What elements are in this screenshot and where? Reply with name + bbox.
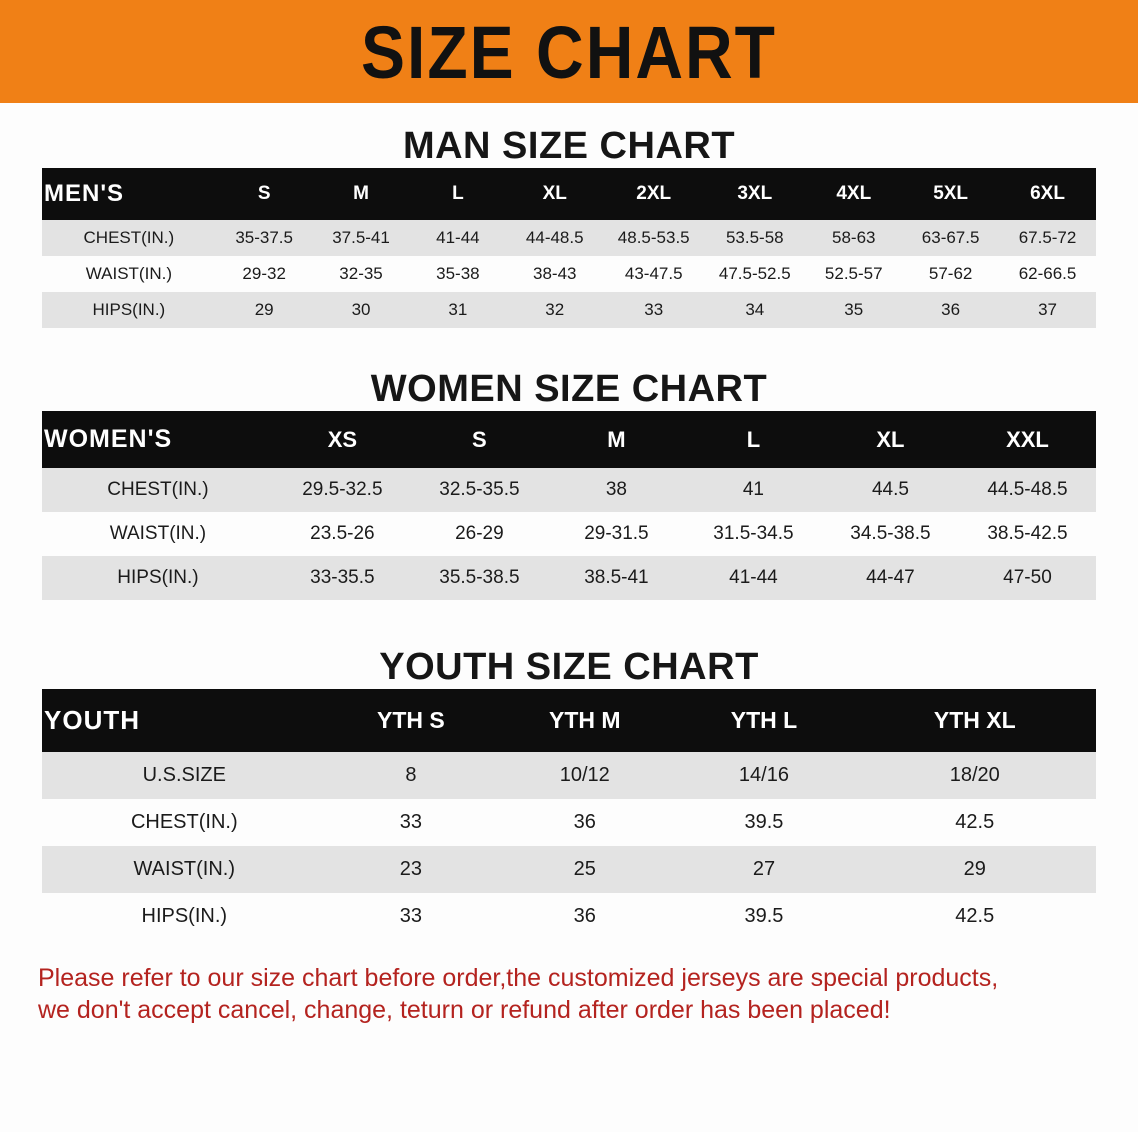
row-label-chest: CHEST(IN.)	[42, 220, 216, 256]
table-row	[42, 799, 1096, 846]
table-header-row	[42, 168, 1096, 220]
cell: 44-48.5	[506, 220, 603, 256]
women-table-wrap	[0, 411, 1138, 600]
row-label-waist: WAIST(IN.)	[42, 846, 327, 893]
cell: 47-50	[959, 556, 1096, 600]
col-header-womens: WOMEN'S	[42, 411, 274, 468]
cell: 44.5-48.5	[959, 468, 1096, 512]
cell: 41-44	[409, 220, 506, 256]
cell: 29	[854, 846, 1096, 893]
cell: 23	[327, 846, 496, 893]
table-row	[42, 512, 1096, 556]
cell: 29	[216, 292, 313, 328]
cell: 30	[313, 292, 410, 328]
col-header-6xl: 6XL	[999, 168, 1096, 220]
cell: 63-67.5	[902, 220, 999, 256]
cell: 39.5	[674, 893, 853, 940]
table-header-row	[42, 689, 1096, 752]
col-header-xl: XL	[506, 168, 603, 220]
cell: 29.5-32.5	[274, 468, 411, 512]
cell: 42.5	[854, 799, 1096, 846]
women-size-table	[42, 411, 1096, 600]
cell: 35-38	[409, 256, 506, 292]
disclaimer-line-1: Please refer to our size chart before order,the customized jerseys are special products,	[38, 964, 999, 992]
cell: 34	[704, 292, 805, 328]
cell: 23.5-26	[274, 512, 411, 556]
col-header-yth-l: YTH L	[674, 689, 853, 752]
table-row	[42, 468, 1096, 512]
col-header-yth-m: YTH M	[495, 689, 674, 752]
cell: 38-43	[506, 256, 603, 292]
col-header-yth-s: YTH S	[327, 689, 496, 752]
col-header-xl: XL	[822, 411, 959, 468]
youth-section-heading: YOUTH SIZE CHART	[379, 646, 759, 688]
cell: 33	[327, 893, 496, 940]
cell: 31	[409, 292, 506, 328]
col-header-3xl: 3XL	[704, 168, 805, 220]
col-header-m: M	[548, 411, 685, 468]
table-row	[42, 556, 1096, 600]
youth-size-table	[42, 689, 1096, 940]
col-header-mens: MEN'S	[42, 168, 216, 220]
col-header-xs: XS	[274, 411, 411, 468]
cell: 33	[327, 799, 496, 846]
cell: 37	[999, 292, 1096, 328]
cell: 35-37.5	[216, 220, 313, 256]
cell: 43-47.5	[603, 256, 704, 292]
col-header-yth-xl: YTH XL	[854, 689, 1096, 752]
col-header-l: L	[409, 168, 506, 220]
col-header-youth: YOUTH	[42, 689, 327, 752]
women-section-heading: WOMEN SIZE CHART	[370, 368, 768, 410]
col-header-m: M	[313, 168, 410, 220]
col-header-2xl: 2XL	[603, 168, 704, 220]
cell: 67.5-72	[999, 220, 1096, 256]
cell: 35	[805, 292, 902, 328]
cell: 57-62	[902, 256, 999, 292]
cell: 33-35.5	[274, 556, 411, 600]
row-label-hips: HIPS(IN.)	[42, 556, 274, 600]
cell: 36	[495, 799, 674, 846]
row-label-waist: WAIST(IN.)	[42, 512, 274, 556]
row-label-chest: CHEST(IN.)	[42, 468, 274, 512]
man-table-wrap	[0, 168, 1138, 328]
table-row	[42, 752, 1096, 799]
table-row	[42, 292, 1096, 328]
cell: 26-29	[411, 512, 548, 556]
row-label-waist: WAIST(IN.)	[42, 256, 216, 292]
cell: 25	[495, 846, 674, 893]
cell: 8	[327, 752, 496, 799]
table-row	[42, 256, 1096, 292]
banner	[0, 0, 1138, 103]
col-header-xxl: XXL	[959, 411, 1096, 468]
cell: 47.5-52.5	[704, 256, 805, 292]
table-row	[42, 893, 1096, 940]
cell: 35.5-38.5	[411, 556, 548, 600]
cell: 48.5-53.5	[603, 220, 704, 256]
cell: 37.5-41	[313, 220, 410, 256]
cell: 31.5-34.5	[685, 512, 822, 556]
cell: 38.5-42.5	[959, 512, 1096, 556]
col-header-s: S	[411, 411, 548, 468]
row-label-us-size: U.S.SIZE	[42, 752, 327, 799]
cell: 14/16	[674, 752, 853, 799]
cell: 29-31.5	[548, 512, 685, 556]
col-header-4xl: 4XL	[805, 168, 902, 220]
cell: 41-44	[685, 556, 822, 600]
cell: 58-63	[805, 220, 902, 256]
row-label-hips: HIPS(IN.)	[42, 893, 327, 940]
cell: 33	[603, 292, 704, 328]
cell: 36	[902, 292, 999, 328]
cell: 29-32	[216, 256, 313, 292]
cell: 39.5	[674, 799, 853, 846]
table-header-row	[42, 411, 1096, 468]
col-header-s: S	[216, 168, 313, 220]
man-size-table	[42, 168, 1096, 328]
cell: 32-35	[313, 256, 410, 292]
table-row	[42, 846, 1096, 893]
row-label-hips: HIPS(IN.)	[42, 292, 216, 328]
cell: 62-66.5	[999, 256, 1096, 292]
table-row	[42, 220, 1096, 256]
disclaimer-note	[38, 962, 1100, 1026]
cell: 52.5-57	[805, 256, 902, 292]
col-header-l: L	[685, 411, 822, 468]
cell: 42.5	[854, 893, 1096, 940]
page-title: SIZE CHART	[361, 10, 777, 93]
cell: 38	[548, 468, 685, 512]
cell: 32.5-35.5	[411, 468, 548, 512]
disclaimer-line-2: we don't accept cancel, change, teturn or refund after order has been placed!	[38, 996, 891, 1024]
row-label-chest: CHEST(IN.)	[42, 799, 327, 846]
cell: 32	[506, 292, 603, 328]
cell: 53.5-58	[704, 220, 805, 256]
cell: 34.5-38.5	[822, 512, 959, 556]
cell: 38.5-41	[548, 556, 685, 600]
man-section-heading: MAN SIZE CHART	[402, 125, 736, 167]
cell: 10/12	[495, 752, 674, 799]
cell: 18/20	[854, 752, 1096, 799]
youth-table-wrap	[0, 689, 1138, 940]
cell: 41	[685, 468, 822, 512]
col-header-5xl: 5XL	[902, 168, 999, 220]
cell: 27	[674, 846, 853, 893]
cell: 36	[495, 893, 674, 940]
cell: 44-47	[822, 556, 959, 600]
cell: 44.5	[822, 468, 959, 512]
